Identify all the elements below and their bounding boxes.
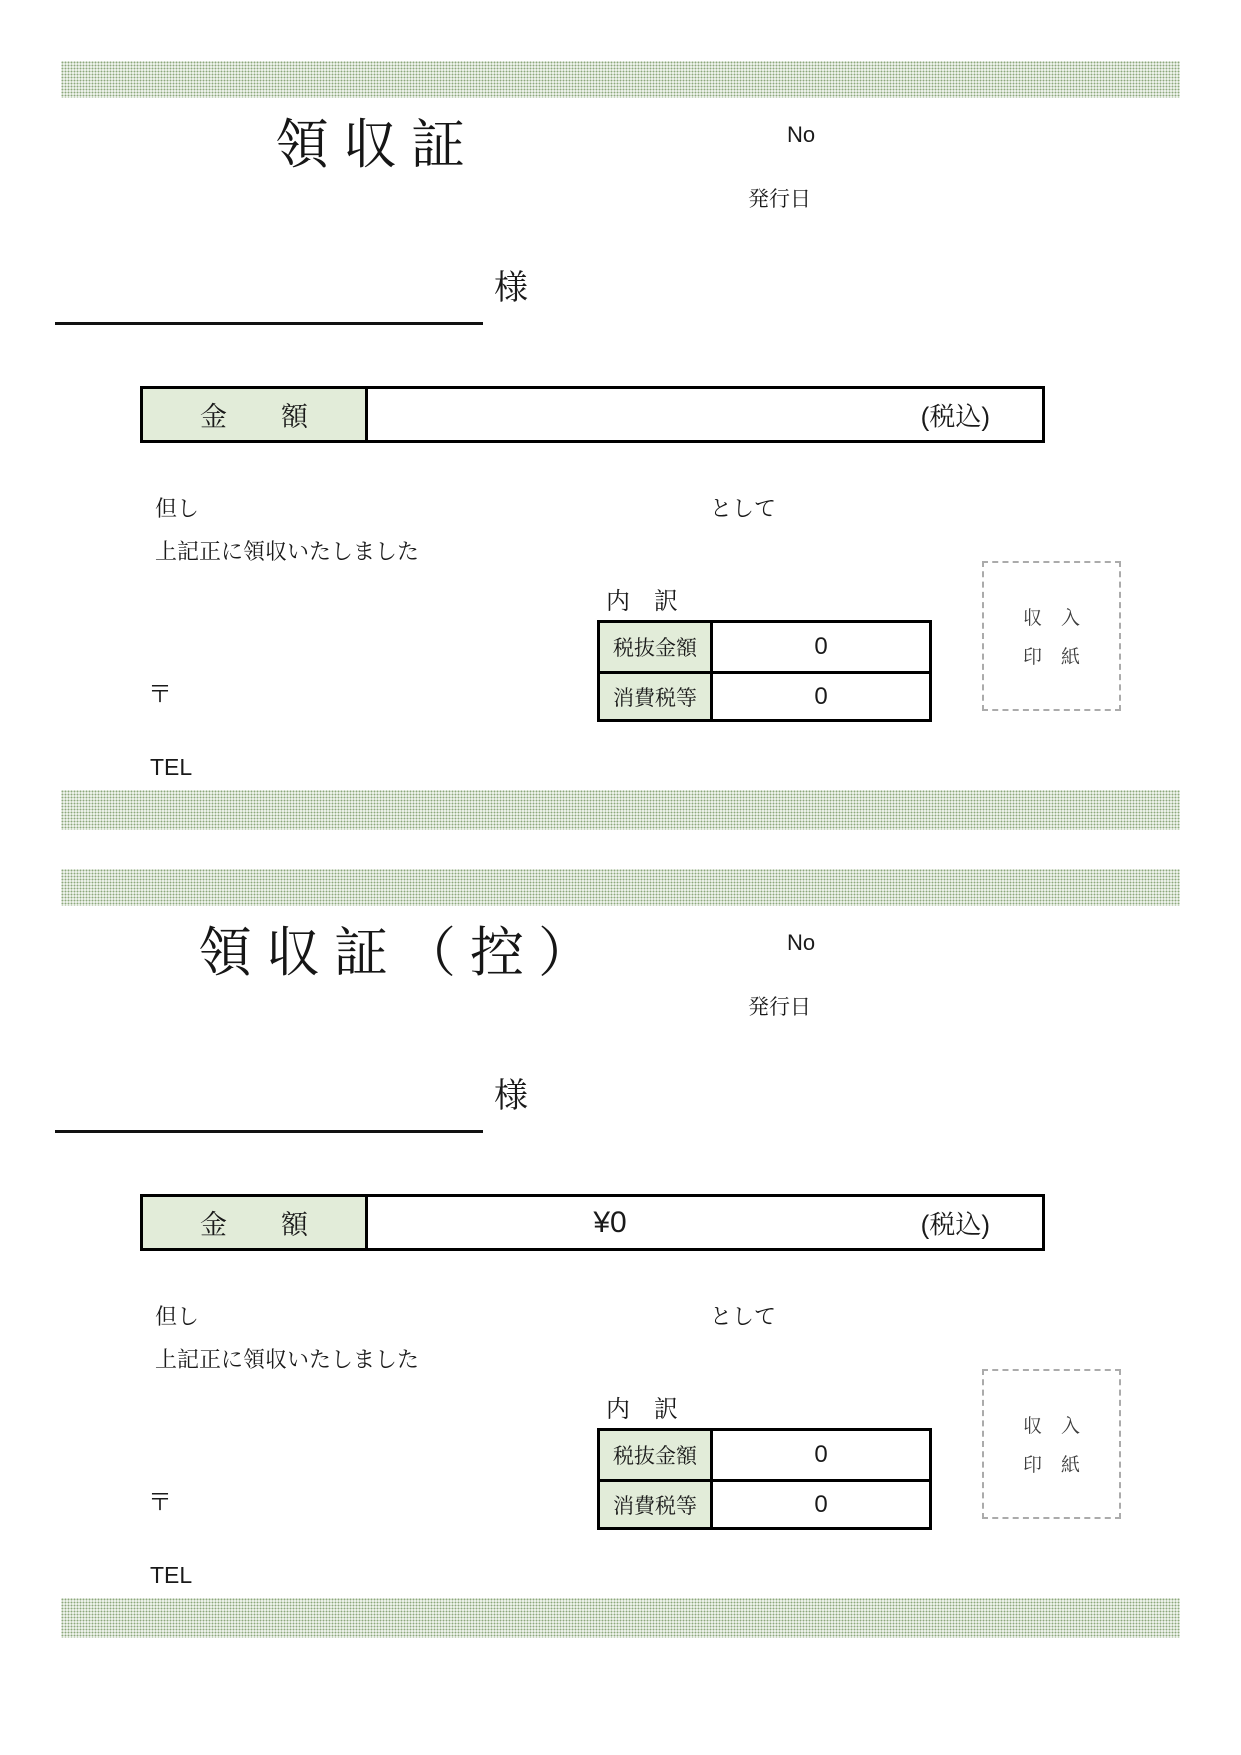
revenue-stamp-box [982, 561, 1121, 711]
tel-label: TEL [150, 754, 193, 780]
proviso-prefix-label: 但し [155, 496, 200, 521]
table-row [600, 623, 929, 671]
receipt-number-label: No [787, 930, 816, 955]
amount-table [140, 386, 1045, 443]
received-statement: 上記正に領収いたしました [155, 539, 420, 564]
breakdown-table [597, 620, 932, 722]
breakdown-title: 内 訳 [606, 588, 678, 615]
revenue-stamp-line2: 印 紙 [1022, 1455, 1080, 1476]
tax-included-note: (税込) [920, 401, 990, 431]
consumption-tax-value[interactable]: 0 [814, 682, 828, 710]
revenue-stamp-line1: 収 入 [1022, 1416, 1080, 1437]
revenue-stamp-line1: 収 入 [1022, 608, 1080, 629]
amount-value[interactable]: ¥0 [593, 1205, 627, 1239]
amount-label-cell: 金 額 [143, 389, 368, 440]
issue-date-label: 発行日 [748, 996, 811, 1019]
revenue-stamp-line2: 印 紙 [1022, 647, 1080, 668]
decorative-dotted-band-bottom [61, 1598, 1180, 1638]
proviso-suffix-label: として [710, 1304, 777, 1329]
addressee-honorific-label: 様 [494, 269, 528, 307]
received-statement: 上記正に領収いたしました [155, 1347, 420, 1372]
amount-value-cell[interactable] [368, 1197, 1042, 1248]
receipt-number-label: No [787, 122, 816, 147]
pretax-amount-label: 税抜金額 [600, 623, 713, 671]
addressee-honorific-label: 様 [494, 1077, 528, 1115]
addressee-name-field[interactable] [55, 1130, 483, 1133]
table-row [600, 671, 929, 719]
receipt-title: 領収証 [275, 115, 479, 175]
receipt-section-copy [0, 808, 1241, 1646]
proviso-prefix-label: 但し [155, 1304, 200, 1329]
tel-label: TEL [150, 1562, 193, 1588]
consumption-tax-label: 消費税等 [600, 1482, 713, 1527]
postal-code-mark: 〒 [148, 1489, 172, 1516]
receipt-section-main [0, 0, 1241, 838]
receipt-copy-title: 領収証（控） [198, 923, 606, 983]
amount-label-cell: 金 額 [143, 1197, 368, 1248]
postal-code-mark: 〒 [148, 681, 172, 708]
addressee-name-field[interactable] [55, 322, 483, 325]
pretax-amount-label: 税抜金額 [600, 1431, 713, 1479]
tax-included-note: (税込) [920, 1209, 990, 1239]
amount-value-cell[interactable] [368, 389, 1042, 440]
breakdown-title: 内 訳 [606, 1396, 678, 1423]
issue-date-label: 発行日 [748, 188, 811, 211]
table-row [600, 1431, 929, 1479]
revenue-stamp-box [982, 1369, 1121, 1519]
consumption-tax-label: 消費税等 [600, 674, 713, 719]
proviso-suffix-label: として [710, 496, 777, 521]
decorative-dotted-band-top [61, 869, 1180, 906]
amount-value[interactable] [368, 389, 852, 440]
consumption-tax-value[interactable]: 0 [814, 1490, 828, 1518]
amount-table [140, 1194, 1045, 1251]
pretax-amount-value[interactable]: 0 [814, 1441, 828, 1468]
pretax-amount-value[interactable]: 0 [814, 633, 828, 660]
table-row [600, 1479, 929, 1527]
decorative-dotted-band-top [61, 61, 1180, 98]
breakdown-table [597, 1428, 932, 1530]
